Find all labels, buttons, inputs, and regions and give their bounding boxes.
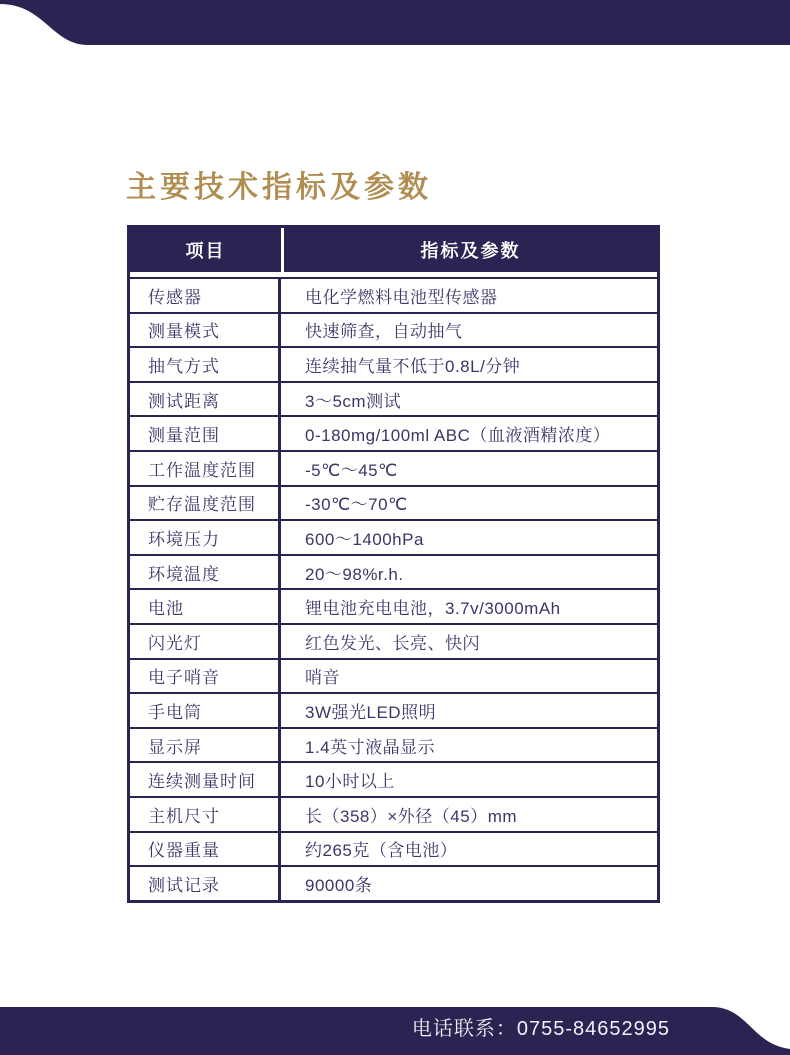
table-row [130, 450, 657, 485]
table-row [130, 346, 657, 381]
header-cell-item: 项目 [185, 241, 226, 261]
table-row [130, 831, 657, 866]
table-row [130, 761, 657, 796]
spec-value-cell: 红色发光、长亮、快闪 [305, 633, 480, 653]
spec-item-cell: 连续测量时间 [130, 763, 281, 796]
spec-item-cell: 电子哨音 [130, 660, 281, 693]
top-wave-bar [0, 0, 790, 48]
spec-value-cell: 长（358）×外径（45）mm [305, 806, 518, 826]
spec-value-cell: 哨音 [305, 668, 340, 688]
spec-item-cell: 贮存温度范围 [130, 487, 281, 520]
spec-table-header [130, 228, 657, 272]
table-row [130, 692, 657, 727]
spec-item-cell: 主机尺寸 [130, 798, 281, 831]
spec-value-cell: 90000条 [305, 875, 373, 895]
table-row [130, 865, 657, 900]
table-row [130, 381, 657, 416]
header-cell-value: 指标及参数 [281, 228, 657, 272]
table-row [130, 519, 657, 554]
spec-value-cell: 电化学燃料电池型传感器 [305, 287, 498, 307]
spec-value-cell: 连续抽气量不低于0.8L/分钟 [305, 356, 521, 376]
table-row [130, 623, 657, 658]
spec-item-cell: 测量模式 [130, 314, 281, 347]
table-row [130, 312, 657, 347]
spec-item-cell: 测量范围 [130, 417, 281, 450]
spec-value-cell: 快速筛查，自动抽气 [305, 322, 463, 342]
spec-item-cell: 环境压力 [130, 521, 281, 554]
spec-item-cell: 传感器 [130, 279, 281, 312]
spec-table-body [130, 277, 657, 900]
spec-value-cell: 20～98%r.h. [305, 564, 404, 584]
spec-value-cell: 10小时以上 [305, 772, 395, 792]
spec-item-cell: 手电筒 [130, 694, 281, 727]
table-row [130, 485, 657, 520]
table-row [130, 796, 657, 831]
spec-item-cell: 测试距离 [130, 383, 281, 416]
spec-item-cell: 工作温度范围 [130, 452, 281, 485]
spec-value-cell: 3～5cm测试 [305, 391, 402, 411]
spec-item-cell: 仪器重量 [130, 833, 281, 866]
table-row [130, 277, 657, 312]
phone-contact: 电话联系：0755-84652995 [411, 1018, 670, 1040]
spec-item-cell: 环境温度 [130, 556, 281, 589]
table-row [130, 554, 657, 589]
spec-item-cell: 抽气方式 [130, 348, 281, 381]
spec-value-cell: 0-180mg/100ml ABC（血液酒精浓度） [305, 426, 611, 446]
spec-item-cell: 测试记录 [130, 867, 281, 900]
spec-value-cell: 锂电池充电电池，3.7v/3000mAh [305, 599, 561, 619]
bottom-wave-bar [0, 1007, 790, 1055]
table-row [130, 588, 657, 623]
spec-value-cell: 3W强光LED照明 [305, 702, 437, 722]
spec-value-cell: -30℃～70℃ [305, 495, 408, 515]
spec-value-cell: 1.4英寸液晶显示 [305, 737, 436, 757]
page-title: 主要技术指标及参数 [126, 171, 432, 204]
spec-value-cell: 约265克（含电池） [305, 841, 458, 861]
table-row [130, 415, 657, 450]
spec-item-cell: 显示屏 [130, 729, 281, 762]
spec-item-cell: 电池 [130, 590, 281, 623]
spec-table [127, 225, 660, 903]
spec-value-cell: 600～1400hPa [305, 529, 424, 549]
table-row [130, 727, 657, 762]
spec-item-cell: 闪光灯 [130, 625, 281, 658]
spec-value-cell: -5℃～45℃ [305, 460, 398, 480]
table-row [130, 658, 657, 693]
